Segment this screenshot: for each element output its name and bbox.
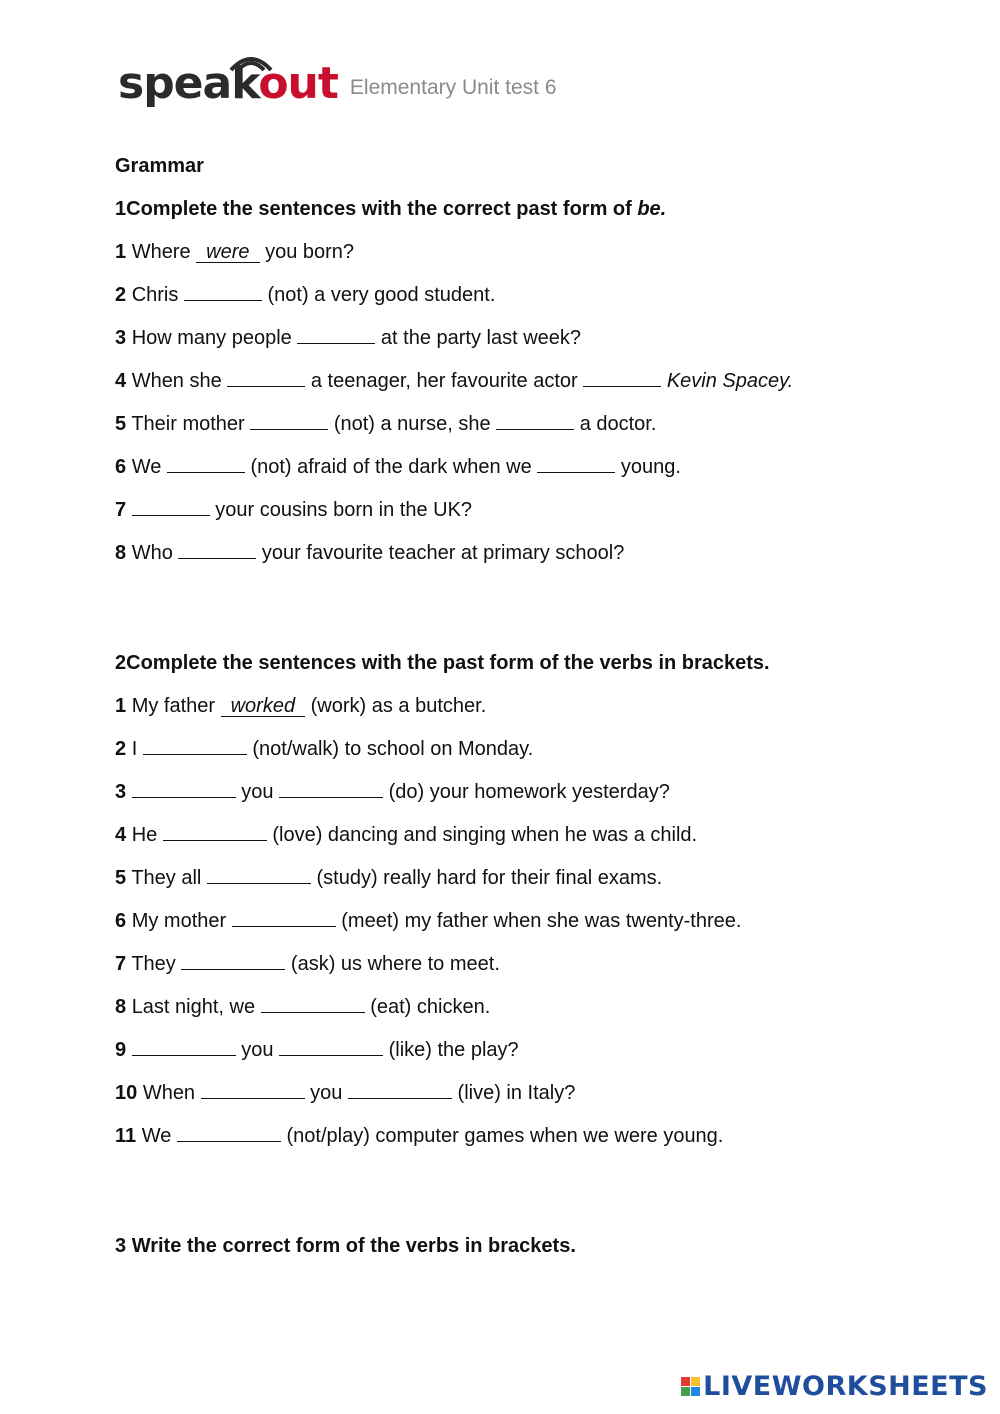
answer-blank[interactable] [279, 1036, 383, 1056]
answer-blank[interactable] [132, 496, 210, 516]
s2-item-10: 10 When you (live) in Italy? [115, 1079, 875, 1122]
s1-item-4: 4 When she a teenager, her favourite actor Kevin Spacey. [115, 367, 875, 410]
s1-item-2: 2 Chris (not) a very good student. [115, 281, 875, 324]
answer-blank[interactable] [207, 864, 311, 884]
answer-blank[interactable] [348, 1079, 452, 1099]
answer-blank[interactable] [496, 410, 574, 430]
answer-blank[interactable] [201, 1079, 305, 1099]
answer-blank[interactable] [227, 367, 305, 387]
s1-item-7: 7 your cousins born in the UK? [115, 496, 875, 539]
s2-item-11: 11 We (not/play) computer games when we were young. [115, 1122, 875, 1165]
answer-blank[interactable] [279, 778, 383, 798]
s2-item-4: 4 He (love) dancing and singing when he was a child. [115, 821, 875, 864]
s2-item-5: 5 They all (study) really hard for their final exams. [115, 864, 875, 907]
answer-blank[interactable] [163, 821, 267, 841]
signal-arc-icon [226, 52, 276, 72]
section3-instruction: 3 Write the correct form of the verbs in brackets. [115, 1235, 576, 1257]
worksheet-content [115, 152, 875, 1275]
answer-blank[interactable] [132, 778, 236, 798]
liveworksheets-brand: LIVEWORKSHEETS [703, 1371, 988, 1402]
answer-blank[interactable] [537, 453, 615, 473]
answer-blank[interactable] [167, 453, 245, 473]
grammar-title: Grammar [115, 155, 204, 177]
liveworksheets-icon [681, 1377, 700, 1396]
s1-item-5: 5 Their mother (not) a nurse, she a doctor. [115, 410, 875, 453]
answer-example: were [196, 242, 259, 263]
s1-item-1: 1 Where were you born? [115, 241, 355, 263]
answer-blank[interactable] [132, 1036, 236, 1056]
test-title: Elementary Unit test 6 [349, 76, 557, 99]
answer-blank[interactable] [297, 324, 375, 344]
answer-blank[interactable] [232, 907, 336, 927]
s2-item-9: 9 you (like) the play? [115, 1036, 875, 1079]
section1-instruction: 1Complete the sentences with the correct past form of be. [115, 198, 667, 220]
s1-item-6: 6 We (not) afraid of the dark when we young. [115, 453, 875, 496]
s2-item-1: 1 My father worked (work) as a butcher. [115, 695, 487, 717]
liveworksheets-logo [681, 1371, 988, 1402]
answer-blank[interactable] [143, 735, 247, 755]
s2-item-6: 6 My mother (meet) my father when she was twenty-three. [115, 907, 875, 950]
answer-blank[interactable] [184, 281, 262, 301]
s1-item-3: 3 How many people at the party last week? [115, 324, 875, 367]
s2-item-7: 7 They (ask) us where to meet. [115, 950, 875, 993]
speakout-logo [118, 58, 338, 109]
answer-blank[interactable] [178, 539, 256, 559]
logo-speak: speak [118, 58, 259, 109]
answer-blank[interactable] [250, 410, 328, 430]
s2-item-2: 2 I (not/walk) to school on Monday. [115, 735, 875, 778]
logo-out: out [258, 58, 338, 109]
answer-blank[interactable] [177, 1122, 281, 1142]
answer-example: worked [221, 696, 305, 717]
answer-blank[interactable] [261, 993, 365, 1013]
s2-item-3: 3 you (do) your homework yesterday? [115, 778, 875, 821]
s1-item-8: 8 Who your favourite teacher at primary school? [115, 539, 875, 582]
answer-blank[interactable] [181, 950, 285, 970]
answer-blank[interactable] [583, 367, 661, 387]
section2-instruction: 2Complete the sentences with the past form of the verbs in brackets. [115, 652, 770, 674]
s2-item-8: 8 Last night, we (eat) chicken. [115, 993, 875, 1036]
header [118, 58, 557, 109]
